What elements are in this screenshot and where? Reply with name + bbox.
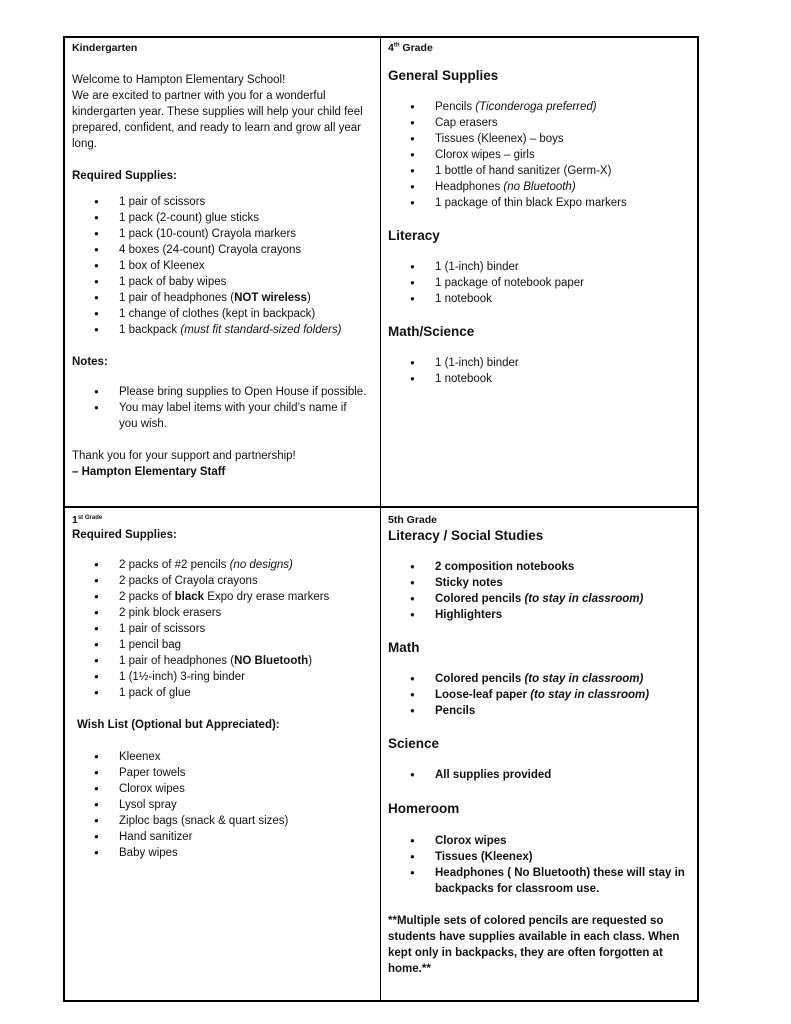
required-supplies-heading: Required Supplies: (72, 529, 177, 541)
list-item: ● You may label items with your child’s name if you wish. (72, 400, 373, 432)
list-item: ● 2 composition notebooks (388, 559, 692, 575)
kindergarten-title: Kindergarten (72, 42, 138, 54)
list-item: ● Ziploc bags (snack & quart sizes) (72, 813, 373, 829)
kindergarten-required-list (72, 194, 373, 338)
list-item: ● Paper towels (72, 765, 373, 781)
list-item: ● 1 (1-inch) binder (388, 259, 692, 275)
math-science-list (388, 355, 692, 387)
supply-list-table (63, 36, 699, 1002)
wish-list-heading: Wish List (Optional but Appreciated): (77, 719, 280, 731)
item-text: Expo dry erase markers (204, 591, 330, 603)
wish-list (72, 749, 373, 861)
list-item: ● 1 pair of scissors (72, 621, 373, 637)
list-item: ● 1 bottle of hand sanitizer (Germ-X) (388, 163, 692, 179)
item-emphasis: NOT wireless (234, 292, 307, 304)
list-item: ● Cap erasers (388, 115, 692, 131)
list-item: ● Pencils (388, 703, 692, 719)
notes-heading: Notes: (72, 356, 108, 368)
list-item: ● 1 change of clothes (kept in backpack) (72, 306, 373, 322)
welcome-paragraph: We are excited to partner with you for a wonderful kindergarten year. These supplies will help your child feel prepared, confident, and ready to learn and grow all year long. (72, 90, 363, 150)
list-item: ● 1 pack of glue (72, 685, 373, 701)
grade4-title (388, 41, 692, 55)
notes-list (72, 384, 373, 432)
science-list (388, 767, 692, 783)
item-note: (no Bluetooth) (503, 181, 576, 193)
list-item (388, 99, 692, 115)
item-text: 1 pair of headphones ( (119, 292, 235, 304)
list-item (388, 687, 692, 703)
homeroom-list (388, 833, 692, 897)
list-item (72, 557, 373, 573)
list-item: ● Tissues (Kleenex) (388, 849, 692, 865)
item-text: ) (306, 292, 311, 304)
general-supplies-heading: General Supplies (388, 68, 499, 83)
list-item: ● 1 pack (2-count) glue sticks (72, 210, 373, 226)
list-item (72, 322, 373, 338)
item-text: 2 packs of (119, 591, 175, 603)
list-item (388, 671, 692, 687)
list-item: ● Baby wipes (72, 845, 373, 861)
required-supplies-heading: Required Supplies: (72, 170, 177, 182)
item-text: 1 backpack (119, 324, 181, 336)
list-item: ● Clorox wipes – girls (388, 147, 692, 163)
list-item: ● Sticky notes (388, 575, 692, 591)
grade-word: Grade (399, 42, 433, 54)
grade5-title: 5th Grade (388, 514, 438, 526)
list-item: ● 1 (1-inch) binder (388, 355, 692, 371)
grade4-cell (381, 38, 699, 508)
kindergarten-cell (65, 38, 381, 508)
item-text: ) (308, 655, 313, 667)
grade-number: 4 (388, 42, 394, 54)
list-item: ● Kleenex (72, 749, 373, 765)
list-item (72, 653, 373, 669)
list-item: ● 1 package of thin black Expo markers (388, 195, 692, 211)
colored-pencils-note: **Multiple sets of colored pencils are requested so students have supplies available in each class. When kept only in backpacks, they are often forgotten at home.** (388, 915, 680, 975)
math-list (388, 671, 692, 719)
literacy-heading: Literacy (388, 228, 440, 243)
grade5-cell (381, 508, 699, 1002)
item-text: Pencils (435, 101, 476, 113)
list-item: ● Lysol spray (72, 797, 373, 813)
grade1-cell (65, 508, 381, 1002)
list-item: ● 1 pair of scissors (72, 194, 373, 210)
list-item: ● 1 pack of baby wipes (72, 274, 373, 290)
item-text: Colored pencils (435, 593, 525, 605)
literacy-social-studies-list (388, 559, 692, 623)
item-note: (to stay in classroom) (524, 593, 644, 605)
item-note: (to stay in classroom) (530, 689, 650, 701)
list-item: ● 2 packs of Crayola crayons (72, 573, 373, 589)
list-item (72, 589, 373, 605)
list-item: ● 1 package of notebook paper (388, 275, 692, 291)
item-note: (no designs) (229, 559, 293, 571)
item-text: 1 pair of headphones ( (119, 655, 235, 667)
item-text: 2 packs of #2 pencils (119, 559, 230, 571)
welcome-line: Welcome to Hampton Elementary School! (72, 74, 286, 86)
list-item: ● Please bring supplies to Open House if possible. (72, 384, 373, 400)
list-item (72, 290, 373, 306)
list-item (388, 179, 692, 195)
list-item (388, 591, 692, 607)
list-item: ● 1 pencil bag (72, 637, 373, 653)
list-item: ● 1 pack (10-count) Crayola markers (72, 226, 373, 242)
homeroom-heading: Homeroom (388, 801, 460, 816)
item-text: Headphones (435, 181, 504, 193)
item-emphasis: NO Bluetooth (234, 655, 309, 667)
list-item: ● Tissues (Kleenex) – boys (388, 131, 692, 147)
item-emphasis: black (174, 591, 205, 603)
literacy-list (388, 259, 692, 307)
thanks-line: Thank you for your support and partnership! (72, 450, 296, 462)
grade-word: Grade (83, 515, 103, 521)
literacy-social-studies-heading: Literacy / Social Studies (388, 528, 544, 543)
grade1-required-list (72, 557, 373, 701)
list-item: ● 1 notebook (388, 291, 692, 307)
math-heading: Math (388, 640, 420, 655)
item-note: (to stay in classroom) (524, 673, 644, 685)
list-item: ● 4 boxes (24-count) Crayola crayons (72, 242, 373, 258)
grade-number: 1 (72, 514, 78, 526)
science-heading: Science (388, 736, 440, 751)
item-note: (Ticonderoga preferred) (475, 101, 597, 113)
item-note: (must fit standard-sized folders) (180, 324, 342, 336)
list-item: ● Hand sanitizer (72, 829, 373, 845)
list-item: ● Clorox wipes (72, 781, 373, 797)
list-item: ● Headphones ( No Bluetooth) these will stay in backpacks for classroom use. (388, 865, 692, 897)
math-science-heading: Math/Science (388, 324, 475, 339)
grade-suffix: th (393, 42, 400, 49)
list-item: ● Clorox wipes (388, 833, 692, 849)
item-text: Colored pencils (435, 673, 525, 685)
list-item: ● 1 notebook (388, 371, 692, 387)
list-item: ● 2 pink block erasers (72, 605, 373, 621)
list-item: ● Highlighters (388, 607, 692, 623)
general-supplies-list (388, 99, 692, 211)
signature: – Hampton Elementary Staff (72, 466, 226, 478)
list-item: ● All supplies provided (388, 767, 692, 783)
list-item: ● 1 (1½-inch) 3-ring binder (72, 669, 373, 685)
grade-suffix: st (77, 515, 84, 521)
grade1-title (72, 511, 373, 527)
item-text: Loose-leaf paper (435, 689, 531, 701)
list-item: ● 1 box of Kleenex (72, 258, 373, 274)
